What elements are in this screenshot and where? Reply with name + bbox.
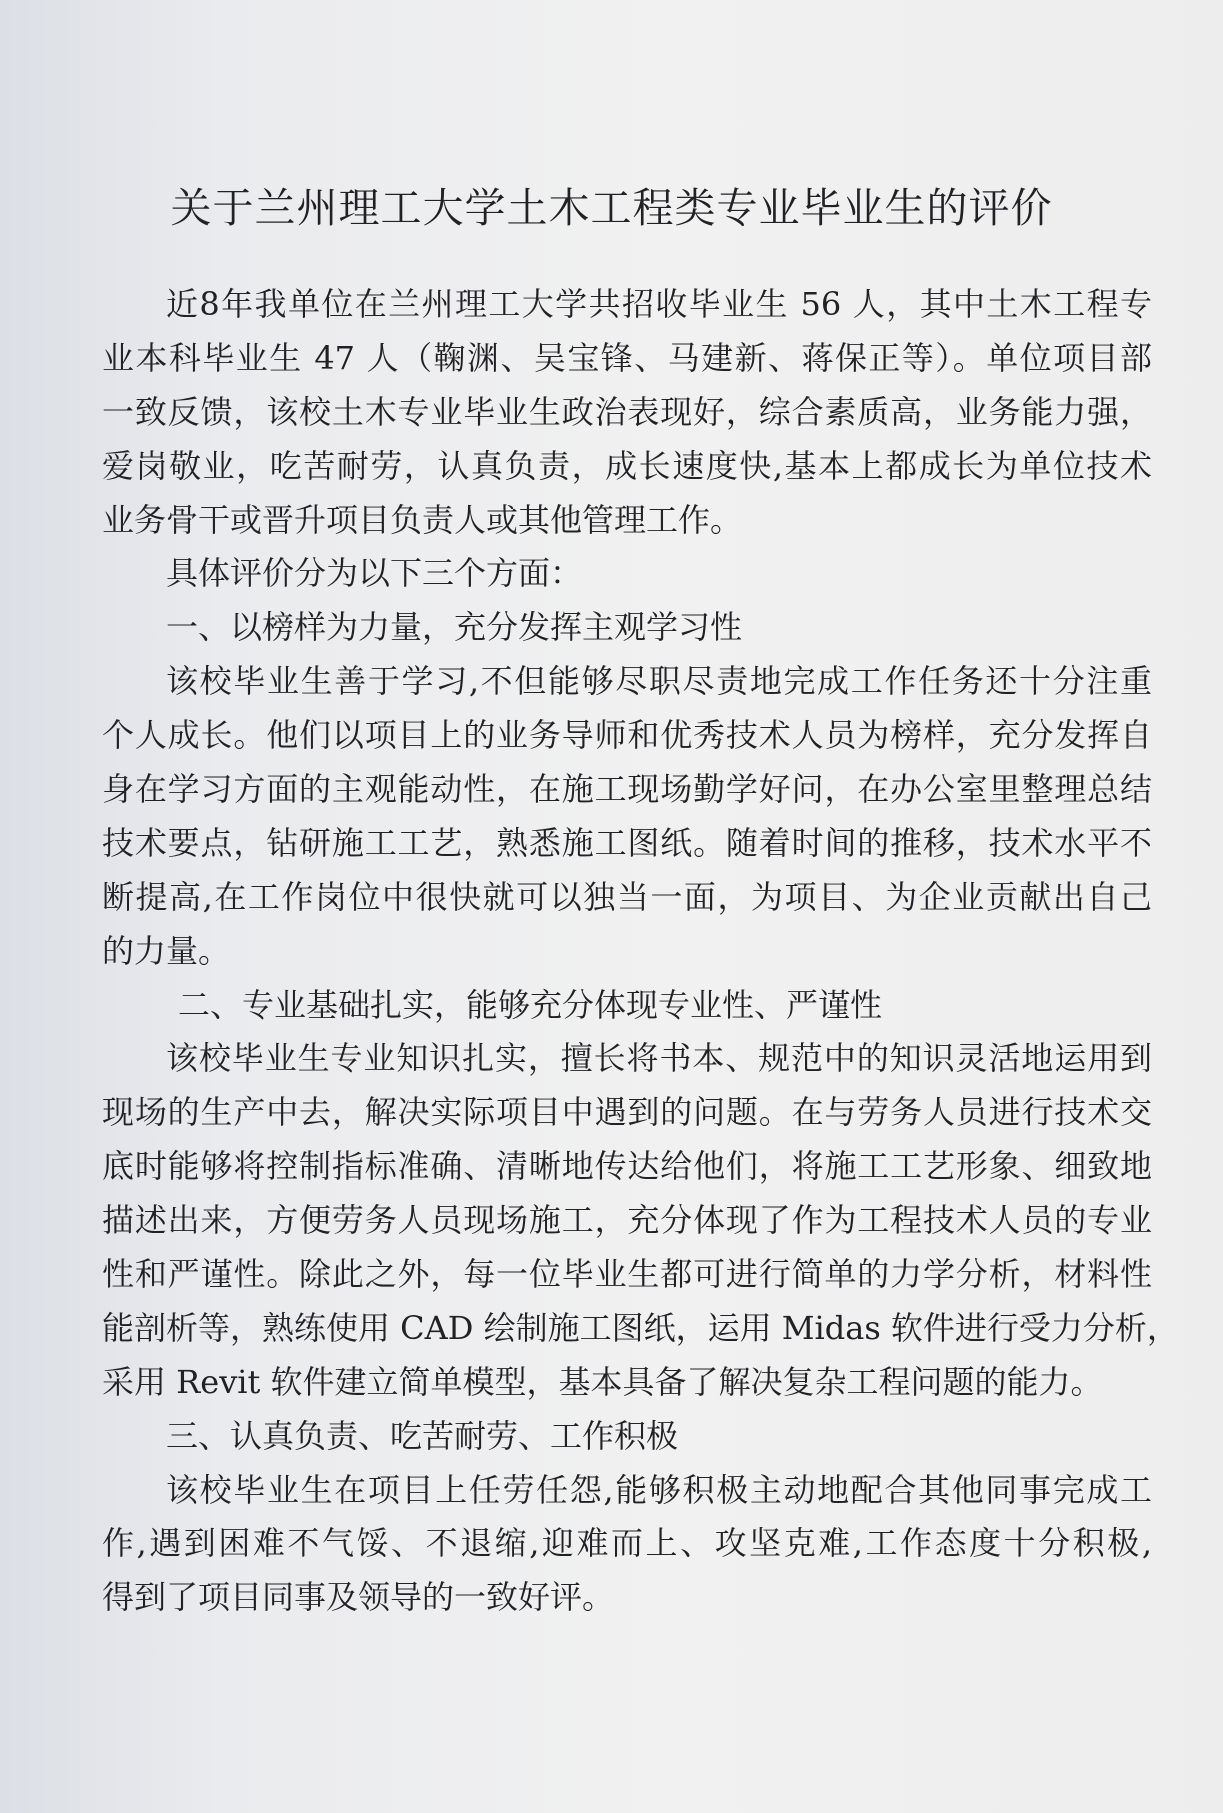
text-line: 断提高,在工作岗位中很快就可以独当一面，为项目、为企业贡献出自己 [102,877,1152,916]
text-line: 一致反馈，该校土木专业毕业生政治表现好，综合素质高，业务能力强， [102,392,1152,431]
text-line: 爱岗敬业，吃苦耐劳，认真负责，成长速度快,基本上都成长为单位技术 [102,446,1152,485]
text-line: 近8年我单位在兰州理工大学共招收毕业生 56 人，其中土木工程专 [166,285,1152,323]
text-line: 作,遇到困难不气馁、不退缩,迎难而上、攻坚克难,工作态度十分积极, [102,1524,1152,1563]
text-line: 具体评价分为以下三个方面： [166,554,583,593]
text-line: 业务骨干或晋升项目负责人或其他管理工作。 [102,500,743,539]
text-line: 一、以榜样为力量，充分发挥主观学习性 [166,608,743,647]
text-line: 该校毕业生在项目上任劳任怨,能够积极主动地配合其他同事完成工 [166,1470,1152,1509]
text-line: 二、专业基础扎实，能够充分体现专业性、严谨性 [178,985,883,1024]
text-line: 技术要点，钻研施工工艺，熟悉施工图纸。随着时间的推移，技术水平不 [102,823,1152,862]
text-line: 能剖析等，熟练使用 CAD 绘制施工图纸，运用 Midas 软件进行受力分析， [102,1308,1179,1347]
text-line: 得到了项目同事及领导的一致好评。 [102,1578,615,1617]
text-line: 描述出来，方便劳务人员现场施工，充分体现了作为工程技术人员的专业 [102,1201,1152,1240]
text-line: 身在学习方面的主观能动性，在施工现场勤学好问，在办公室里整理总结 [102,770,1152,809]
text-line: 该校毕业生专业知识扎实，擅长将书本、规范中的知识灵活地运用到 [166,1039,1152,1078]
text-line: 采用 Revit 软件建立简单模型，基本具备了解决复杂工程问题的能力。 [102,1362,1103,1401]
text-line: 三、认真负责、吃苦耐劳、工作积极 [166,1416,679,1455]
text-line: 现场的生产中去，解决实际项目中遇到的问题。在与劳务人员进行技术交 [102,1093,1152,1132]
text-line: 个人成长。他们以项目上的业务导师和优秀技术人员为榜样，充分发挥自 [102,716,1152,755]
text-line: 的力量。 [102,931,231,970]
document-title: 关于兰州理工大学土木工程类专业毕业生的评价 [170,184,1053,232]
text-line: 性和严谨性。除此之外，每一位毕业生都可进行简单的力学分析，材料性 [102,1255,1152,1294]
document-body [102,278,1179,1625]
text-line: 底时能够将控制指标准确、清晰地传达给他们，将施工工艺形象、细致地 [102,1147,1152,1186]
text-line: 该校毕业生善于学习,不但能够尽职尽责地完成工作任务还十分注重 [166,662,1152,701]
text-line: 业本科毕业生 47 人（鞠渊、吴宝锋、马建新、蒋保正等）。单位项目部 [102,338,1152,377]
